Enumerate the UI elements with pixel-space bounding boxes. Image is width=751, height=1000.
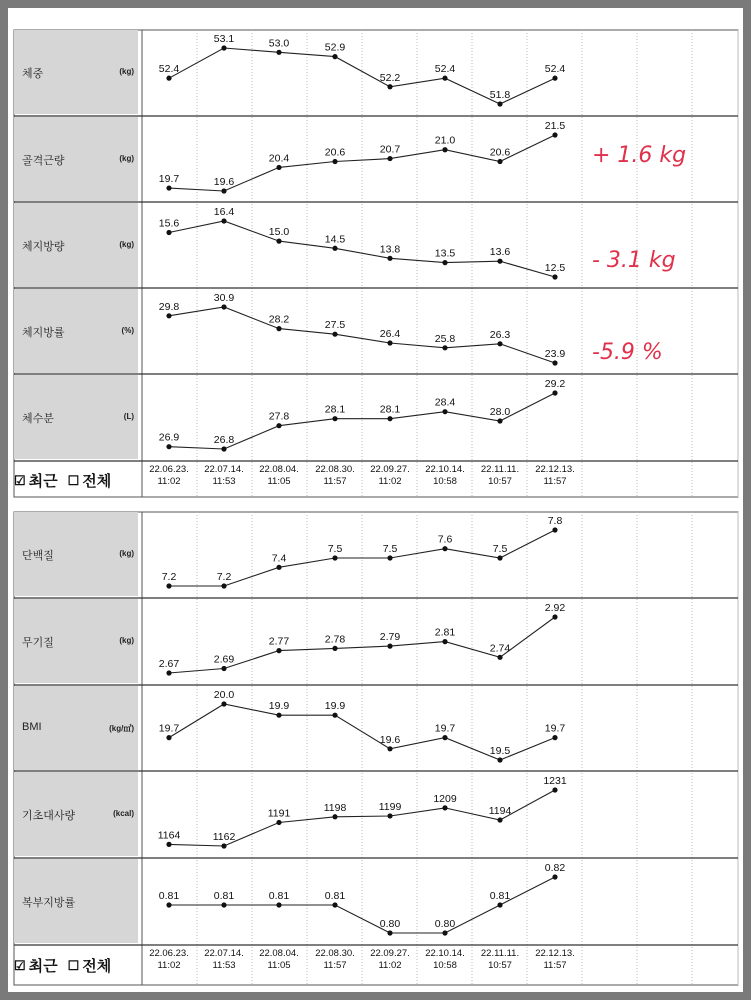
filter-options-bottom: [14, 955, 111, 976]
filter-recent-option[interactable]: [14, 470, 58, 491]
data-point-p0-r0: [497, 101, 502, 106]
data-point-p1-r2: [166, 735, 171, 740]
data-label-p0-r0: 52.4: [158, 63, 180, 76]
data-point-p1-r1: [552, 614, 557, 619]
date-tick-day: 22.12.13.: [535, 948, 575, 959]
data-point-p0-r0: [166, 76, 171, 81]
data-label-p1-r1: 2.79: [379, 631, 401, 644]
metric-label-box: [14, 203, 138, 287]
data-label-p1-r2: 19.9: [324, 700, 346, 713]
date-tick-time: 11:05: [267, 476, 291, 487]
data-point-p1-r1: [497, 655, 502, 660]
data-label-p1-r0: 7.4: [271, 552, 287, 565]
date-tick-day: 22.08.30.: [315, 464, 355, 475]
date-tick-day: 22.11.11.: [480, 464, 520, 475]
data-label-p0-r4: 28.1: [379, 403, 401, 416]
data-label-p0-r4: 28.4: [434, 396, 456, 409]
date-tick: [308, 464, 363, 488]
date-tick-day: 22.09.27.: [370, 464, 410, 475]
data-point-p0-r1: [276, 165, 281, 170]
date-tick: [473, 948, 528, 972]
data-label-p1-r4: 0.81: [324, 890, 346, 902]
data-point-p0-r0: [221, 45, 226, 50]
date-tick: [473, 464, 528, 488]
data-point-p1-r2: [332, 713, 337, 718]
date-tick-day: 22.07.14.: [204, 464, 244, 475]
data-point-p1-r4: [276, 902, 281, 907]
data-label-p1-r1: 2.69: [213, 653, 235, 666]
filter-all-option[interactable]: [68, 955, 112, 976]
data-label-p1-r4: 0.82: [544, 862, 566, 874]
data-label-p0-r3: 26.4: [379, 328, 401, 340]
date-tick: [528, 948, 583, 972]
data-point-p0-r4: [497, 418, 502, 423]
data-label-p0-r4: 27.8: [268, 410, 290, 423]
metric-name: 체지방량: [22, 241, 65, 253]
data-point-p0-r2: [166, 230, 171, 235]
data-label-p1-r2: 19.9: [268, 700, 290, 713]
data-point-p0-r2: [387, 256, 392, 261]
data-point-p0-r2: [276, 239, 281, 244]
data-label-p1-r0: 7.5: [492, 543, 508, 555]
date-tick-time: 10:57: [488, 960, 512, 971]
data-point-p1-r1: [442, 639, 447, 644]
data-point-p1-r3: [442, 805, 447, 810]
data-point-p1-r2: [442, 735, 447, 740]
data-label-p0-r0: 52.9: [324, 41, 346, 54]
date-tick: [197, 464, 252, 488]
data-point-p1-r3: [552, 787, 557, 792]
metric-name: 체수분: [22, 413, 54, 425]
metric-unit: (kg/㎡): [109, 724, 134, 733]
data-point-p1-r3: [221, 843, 226, 848]
date-tick-day: 22.06.23.: [149, 464, 189, 475]
data-point-p1-r4: [497, 902, 502, 907]
data-point-p0-r4: [387, 416, 392, 421]
data-label-p0-r1: 20.4: [268, 152, 290, 165]
date-tick-time: 11:57: [323, 960, 347, 971]
date-tick-day: 22.10.14.: [425, 464, 465, 475]
data-point-p1-r0: [387, 555, 392, 560]
data-point-p1-r2: [276, 713, 281, 718]
date-tick-time: 10:58: [433, 476, 457, 487]
data-label-p1-r4: 0.81: [213, 890, 235, 902]
metric-label-box: [14, 375, 138, 459]
data-point-p0-r3: [166, 313, 171, 318]
data-label-p0-r1: 21.0: [434, 134, 456, 147]
date-tick: [363, 948, 418, 972]
data-label-p1-r1: 2.92: [544, 602, 566, 614]
data-point-p1-r0: [332, 555, 337, 560]
date-tick: [252, 948, 307, 972]
filter-recent-label: 최근: [28, 473, 58, 490]
data-label-p0-r3: 30.9: [213, 292, 235, 304]
data-label-p0-r2: 15.6: [158, 217, 180, 230]
data-point-p1-r0: [276, 565, 281, 570]
data-label-p1-r1: 2.74: [489, 642, 511, 655]
data-label-p1-r3: 1209: [433, 792, 457, 805]
data-label-p0-r3: 29.8: [158, 300, 180, 313]
data-point-p1-r0: [442, 546, 447, 551]
data-point-p0-r2: [442, 260, 447, 265]
date-tick-day: 22.08.04.: [259, 464, 299, 475]
data-point-p1-r3: [332, 814, 337, 819]
data-point-p1-r2: [497, 757, 502, 762]
data-label-p0-r1: 19.6: [213, 176, 235, 188]
data-label-p0-r0: 52.4: [544, 63, 566, 76]
data-label-p1-r0: 7.5: [382, 543, 398, 555]
metric-name: 체중: [22, 68, 44, 80]
data-label-p0-r3: 23.9: [544, 348, 566, 360]
filter-all-label: 전체: [82, 958, 112, 975]
metric-name: 단백질: [22, 550, 54, 562]
date-tick-time: 11:02: [157, 476, 181, 487]
data-label-p1-r0: 7.5: [327, 543, 343, 555]
data-point-p0-r1: [552, 132, 557, 137]
date-tick-time: 11:57: [323, 476, 347, 487]
data-point-p1-r4: [387, 930, 392, 935]
data-point-p0-r0: [442, 76, 447, 81]
date-tick-time: 11:02: [157, 960, 181, 971]
data-point-p1-r4: [442, 930, 447, 935]
data-label-p1-r0: 7.6: [437, 533, 453, 546]
data-point-p0-r3: [387, 340, 392, 345]
series-line-p1-r4: [169, 877, 555, 933]
data-point-p0-r2: [221, 218, 226, 223]
date-tick-day: 22.08.30.: [315, 948, 355, 959]
data-point-p1-r3: [497, 817, 502, 822]
data-label-p0-r0: 53.1: [213, 33, 235, 45]
date-tick-day: 22.09.27.: [370, 948, 410, 959]
data-point-p0-r0: [552, 76, 557, 81]
data-label-p1-r3: 1191: [267, 807, 291, 820]
data-label-p0-r1: 21.5: [544, 120, 566, 132]
filter-recent-option[interactable]: [14, 955, 58, 976]
data-point-p0-r4: [221, 446, 226, 451]
data-label-p0-r0: 51.8: [489, 89, 511, 101]
data-point-p1-r2: [387, 746, 392, 751]
data-point-p0-r0: [387, 84, 392, 89]
data-label-p1-r2: 19.5: [489, 745, 511, 757]
data-point-p0-r3: [332, 332, 337, 337]
metric-name: 무기질: [22, 637, 54, 649]
metric-name: BMI: [22, 721, 42, 733]
data-label-p0-r2: 13.8: [379, 243, 401, 256]
data-point-p0-r2: [552, 274, 557, 279]
metric-unit: (kg): [119, 240, 134, 249]
data-label-p1-r1: 2.81: [434, 626, 456, 639]
data-label-p0-r2: 15.0: [268, 226, 290, 239]
data-label-p1-r0: 7.2: [161, 571, 177, 583]
data-label-p1-r1: 2.78: [324, 633, 346, 646]
metric-label-box: [14, 289, 138, 373]
annotation-fat-rate-loss: -5.9 %: [592, 340, 663, 365]
data-label-p1-r0: 7.2: [216, 571, 232, 583]
date-tick-day: 22.06.23.: [149, 948, 189, 959]
data-point-p1-r3: [166, 842, 171, 847]
data-label-p1-r4: 0.81: [158, 890, 180, 902]
data-label-p1-r0: 7.8: [547, 515, 563, 527]
data-label-p0-r1: 20.7: [379, 143, 401, 156]
data-point-p0-r2: [332, 246, 337, 251]
data-label-p1-r3: 1162: [212, 831, 236, 843]
date-tick-day: 22.07.14.: [204, 948, 244, 959]
data-label-p0-r0: 52.2: [379, 71, 401, 84]
date-tick-time: 11:57: [543, 476, 567, 487]
metric-unit: (kg): [119, 549, 134, 558]
filter-options-top: [14, 470, 111, 491]
data-point-p1-r2: [221, 701, 226, 706]
data-point-p1-r3: [276, 820, 281, 825]
checkbox-checked-icon: ☑: [14, 957, 26, 973]
data-point-p0-r0: [332, 54, 337, 59]
data-point-p0-r1: [497, 159, 502, 164]
date-tick: [252, 464, 307, 488]
metric-label-box: [14, 117, 138, 201]
data-label-p0-r0: 53.0: [268, 37, 290, 50]
data-point-p0-r3: [442, 345, 447, 350]
data-point-p1-r3: [387, 813, 392, 818]
date-tick-time: 11:53: [212, 476, 236, 487]
date-tick-time: 10:58: [433, 960, 457, 971]
data-point-p0-r4: [442, 409, 447, 414]
annotation-fat-mass-loss: - 3.1 kg: [592, 248, 676, 273]
data-label-p0-r3: 26.3: [489, 328, 511, 341]
metric-name: 골격근량: [22, 155, 65, 167]
data-label-p0-r2: 12.5: [544, 262, 566, 274]
data-label-p0-r4: 29.2: [544, 378, 566, 390]
data-point-p1-r4: [166, 902, 171, 907]
data-label-p1-r3: 1199: [378, 800, 402, 813]
data-label-p0-r2: 16.4: [213, 206, 235, 218]
date-tick-day: 22.11.11.: [480, 948, 520, 959]
data-point-p1-r1: [221, 666, 226, 671]
data-point-p0-r1: [332, 159, 337, 164]
data-label-p0-r3: 25.8: [434, 332, 456, 345]
data-point-p0-r2: [497, 259, 502, 264]
data-label-p1-r2: 19.7: [158, 722, 180, 735]
data-label-p0-r3: 27.5: [324, 319, 346, 332]
date-tick: [142, 948, 197, 972]
date-tick-time: 11:02: [378, 476, 402, 487]
data-point-p1-r2: [552, 735, 557, 740]
metric-unit: (kg): [119, 67, 134, 76]
metric-unit: (%): [121, 326, 134, 335]
metric-label-box: [14, 30, 138, 114]
data-label-p0-r2: 13.5: [434, 247, 456, 260]
data-label-p0-r0: 52.4: [434, 63, 456, 76]
metric-name: 기초대사량: [22, 810, 76, 822]
data-point-p0-r4: [552, 390, 557, 395]
data-label-p0-r3: 28.2: [268, 313, 290, 326]
filter-all-label: 전체: [82, 473, 112, 490]
data-point-p0-r1: [166, 185, 171, 190]
annotation-muscle-gain: + 1.6 kg: [592, 143, 687, 168]
data-label-p0-r1: 19.7: [158, 173, 180, 186]
date-tick: [363, 464, 418, 488]
data-label-p1-r3: 1164: [157, 829, 181, 842]
data-label-p0-r1: 20.6: [324, 146, 346, 159]
data-label-p1-r4: 0.81: [268, 890, 290, 902]
data-label-p1-r2: 19.7: [544, 722, 566, 735]
data-label-p1-r3: 1198: [323, 801, 347, 814]
filter-all-option[interactable]: [68, 470, 112, 491]
data-label-p1-r4: 0.80: [434, 918, 456, 930]
date-tick-day: 22.10.14.: [425, 948, 465, 959]
date-tick-time: 11:02: [378, 960, 402, 971]
date-tick: [197, 948, 252, 972]
date-tick-day: 22.08.04.: [259, 948, 299, 959]
date-tick-day: 22.12.13.: [535, 464, 575, 475]
metric-label-box: [14, 686, 138, 770]
date-tick-time: 11:53: [212, 960, 236, 971]
data-point-p0-r1: [221, 188, 226, 193]
data-label-p1-r3: 1231: [543, 775, 567, 787]
data-point-p1-r4: [552, 874, 557, 879]
data-label-p1-r2: 20.0: [213, 689, 235, 701]
data-label-p1-r1: 2.67: [158, 658, 180, 670]
data-point-p0-r1: [387, 156, 392, 161]
data-label-p0-r4: 26.8: [213, 434, 235, 446]
date-tick: [528, 464, 583, 488]
data-point-p0-r4: [276, 423, 281, 428]
data-point-p1-r1: [332, 646, 337, 651]
filter-recent-label: 최근: [28, 958, 58, 975]
data-label-p1-r2: 19.6: [379, 733, 401, 746]
metric-label-box: [14, 512, 138, 596]
data-point-p1-r0: [497, 555, 502, 560]
data-label-p1-r4: 0.81: [489, 890, 511, 902]
checkbox-empty-icon: ☐: [67, 472, 80, 488]
date-tick: [418, 948, 473, 972]
data-point-p1-r0: [552, 527, 557, 532]
metric-label-box: [14, 859, 138, 943]
data-point-p1-r0: [166, 583, 171, 588]
date-tick: [142, 464, 197, 488]
data-label-p0-r4: 28.0: [489, 406, 511, 418]
checkbox-checked-icon: ☑: [14, 472, 26, 488]
date-tick: [418, 464, 473, 488]
checkbox-empty-icon: ☐: [67, 957, 80, 973]
metric-unit: (kg): [119, 154, 134, 163]
metric-name: 체지방률: [22, 327, 65, 339]
data-label-p1-r4: 0.80: [379, 918, 401, 930]
metric-unit: (L): [123, 412, 134, 421]
data-point-p1-r1: [276, 648, 281, 653]
data-point-p0-r3: [497, 341, 502, 346]
metric-name: 복부지방률: [22, 897, 76, 909]
date-tick: [308, 948, 363, 972]
data-label-p0-r4: 28.1: [324, 403, 346, 416]
data-point-p0-r3: [276, 326, 281, 331]
data-label-p0-r2: 14.5: [324, 233, 346, 246]
data-point-p0-r0: [276, 50, 281, 55]
data-label-p0-r4: 26.9: [158, 431, 180, 444]
data-label-p1-r1: 2.77: [268, 635, 290, 648]
date-tick-time: 11:57: [543, 960, 567, 971]
metric-label-box: [14, 599, 138, 683]
data-label-p1-r2: 19.7: [434, 722, 456, 735]
data-point-p1-r4: [221, 902, 226, 907]
date-tick-time: 11:05: [267, 960, 291, 971]
data-point-p0-r3: [221, 304, 226, 309]
data-point-p1-r4: [332, 902, 337, 907]
metric-unit: (kcal): [113, 809, 134, 818]
metric-label-box: [14, 772, 138, 856]
date-tick-time: 10:57: [488, 476, 512, 487]
data-point-p0-r1: [442, 147, 447, 152]
data-point-p1-r1: [166, 670, 171, 675]
data-point-p1-r0: [221, 583, 226, 588]
data-label-p0-r2: 13.6: [489, 246, 511, 259]
data-label-p0-r1: 20.6: [489, 146, 511, 159]
data-point-p0-r3: [552, 360, 557, 365]
metric-unit: (kg): [119, 636, 134, 645]
data-point-p0-r4: [166, 444, 171, 449]
data-point-p1-r1: [387, 644, 392, 649]
data-point-p0-r4: [332, 416, 337, 421]
data-label-p1-r3: 1194: [488, 805, 512, 818]
